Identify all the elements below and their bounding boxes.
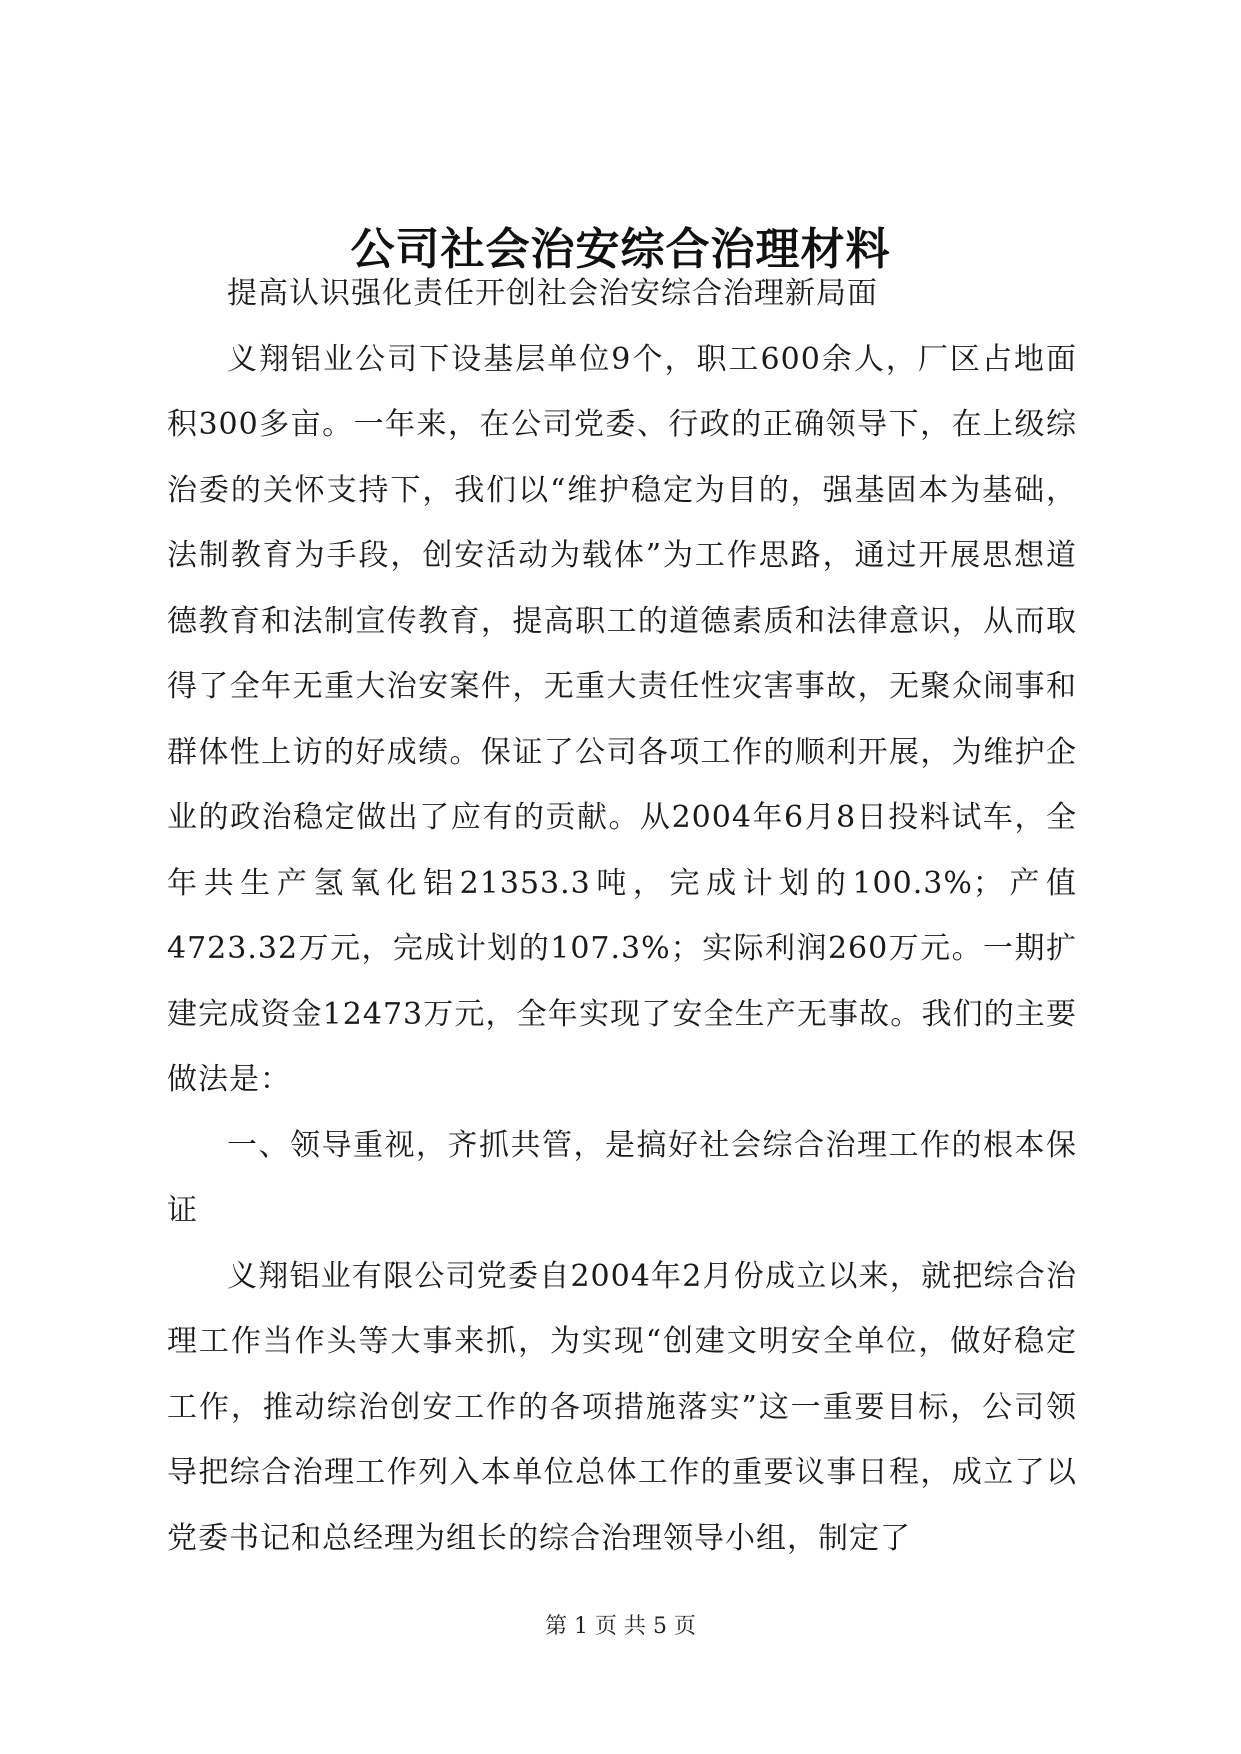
page-footer: 第 1 页 共 5 页 bbox=[545, 1614, 696, 1639]
subtitle-paragraph: 提高认识强化责任开创社会治安综合治理新局面 bbox=[227, 276, 878, 311]
document-title: 公司社会治安综合治理材料 bbox=[350, 224, 891, 275]
body-paragraph: 义翔铝业公司下设基层单位9个，职工600余人，厂区占地面积300多亩。一年来，在公司党委、行政的正确领导下，在上级综治委的关怀支持下，我们以“维护稳定为目的，强基固本为基础，法制教育为手段，创安活动为载体”为工作思路，通过开展思想道德教育和法制宣传教育，提高职工的道德素质和法律意识，从而取得了全年无重大治安案件，无重大责任性灾害事故，无聚众闹事和群体性上访的好成绩。保证了公司各项工作的顺利开展，为维护企业的政治稳定做出了应有的贡献。从2004年6月8日投料试车，全年共生产氢氧化铝21353.3吨，完成计划的100.3%；产值4723.32万元，完成计划的107.3%；实际利润260万元。一期扩建完成资金12473万元，全年实现了安全生产无事故。我们的主要做法是： bbox=[167, 341, 1077, 1097]
section-heading-paragraph: 一、领导重视，齐抓共管，是搞好社会综合治理工作的根本保证 bbox=[167, 1127, 1077, 1228]
body-paragraph: 义翔铝业有限公司党委自2004年2月份成立以来，就把综合治理工作当作头等大事来抓，为实现“创建文明安全单位，做好稳定工作，推动综治创安工作的各项措施落实”这一重要目标，公司领导把综合治理工作列入本单位总体工作的重要议事日程，成立了以党委书记和总经理为组长的综合治理领导小组，制定了 bbox=[167, 1258, 1077, 1556]
document-body bbox=[167, 261, 1077, 1571]
